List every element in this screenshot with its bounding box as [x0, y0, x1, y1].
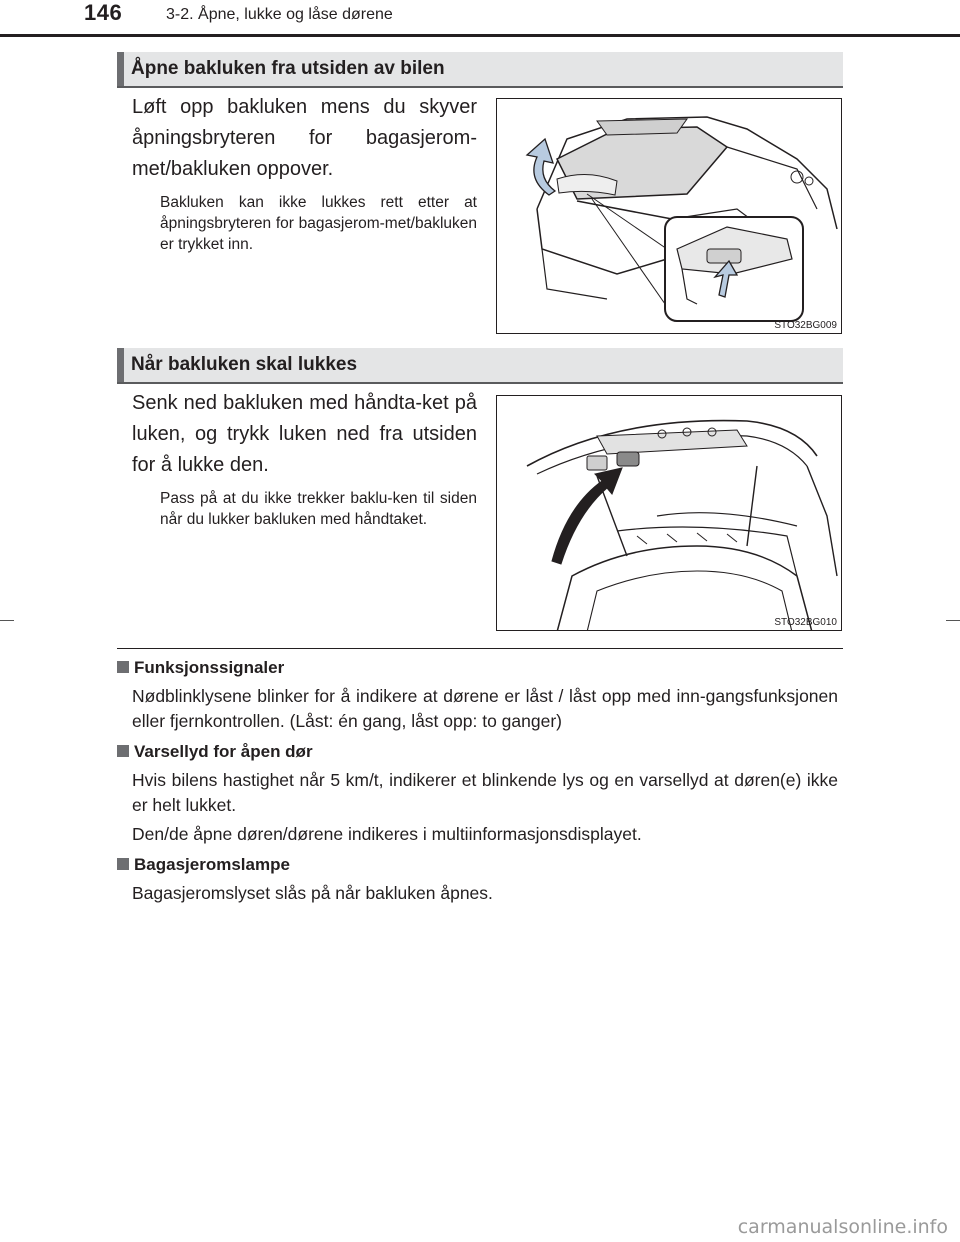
info-heading-door-warning — [117, 742, 313, 762]
page-number: 146 — [84, 0, 123, 25]
tailgate-close-illustration — [497, 396, 842, 631]
running-header: 3-2. Åpne, lukke og låse dørene — [166, 6, 393, 23]
instruction-text: Løft opp bakluken mens du skyver åpningsbryteren for bagasjerom-met/bakluken oppover. — [132, 96, 477, 180]
info-body: Nødblinklysene blinker for å indikere at dørene er låst / låst opp med inn-gangsfunksjonen eller fjernkontrollen. (Låst: én gang, låst opp: to ganger) — [132, 686, 838, 731]
section-heading-open — [117, 52, 843, 88]
section-heading-bar — [117, 52, 124, 86]
instruction-text: Senk ned bakluken med håndta-ket på luken, og trykk luken ned fra utsiden for å lukke den. — [132, 392, 477, 476]
info-heading-text: Bagasjeromslampe — [134, 855, 290, 874]
tailgate-open-illustration — [497, 99, 842, 334]
square-bullet-icon — [117, 858, 129, 870]
square-bullet-icon — [117, 661, 129, 673]
section-heading-close — [117, 348, 843, 384]
info-heading-text: Varsellyd for åpen dør — [134, 742, 313, 761]
section-heading-bar — [117, 348, 124, 382]
crop-mark — [0, 620, 14, 621]
square-bullet-icon — [117, 745, 129, 757]
note-text: Bakluken kan ikke lukkes rett etter at åpningsbryteren for bagasjerom-met/bakluken er trykket inn. — [160, 194, 477, 253]
figure-code: STO32BG010 — [774, 617, 837, 628]
info-heading-signals — [117, 658, 284, 678]
crop-mark — [946, 620, 960, 621]
section-title: Åpne bakluken fra utsiden av bilen — [131, 58, 445, 79]
note-text: Pass på at du ikke trekker baklu-ken til siden når du lukker bakluken med håndtaket. — [160, 490, 477, 528]
section-title: Når bakluken skal lukkes — [131, 354, 358, 375]
figure-close-tailgate — [496, 395, 842, 631]
header-rule — [0, 34, 960, 37]
info-body: Den/de åpne døren/dørene indikeres i multiinformasjonsdisplayet. — [132, 824, 642, 844]
figure-code: STO32BG009 — [774, 320, 837, 331]
section-divider — [117, 648, 843, 649]
info-body: Bagasjeromslyset slås på når bakluken åpnes. — [132, 883, 493, 903]
watermark: carmanualsonline.info — [737, 1216, 948, 1238]
info-heading-luggage-lamp — [117, 855, 290, 875]
info-body: Hvis bilens hastighet når 5 km/t, indikerer et blinkende lys og en varsellyd at døren(e) ikke er helt lukket. — [132, 770, 838, 815]
figure-open-tailgate — [496, 98, 842, 334]
info-heading-text: Funksjonssignaler — [134, 658, 285, 677]
